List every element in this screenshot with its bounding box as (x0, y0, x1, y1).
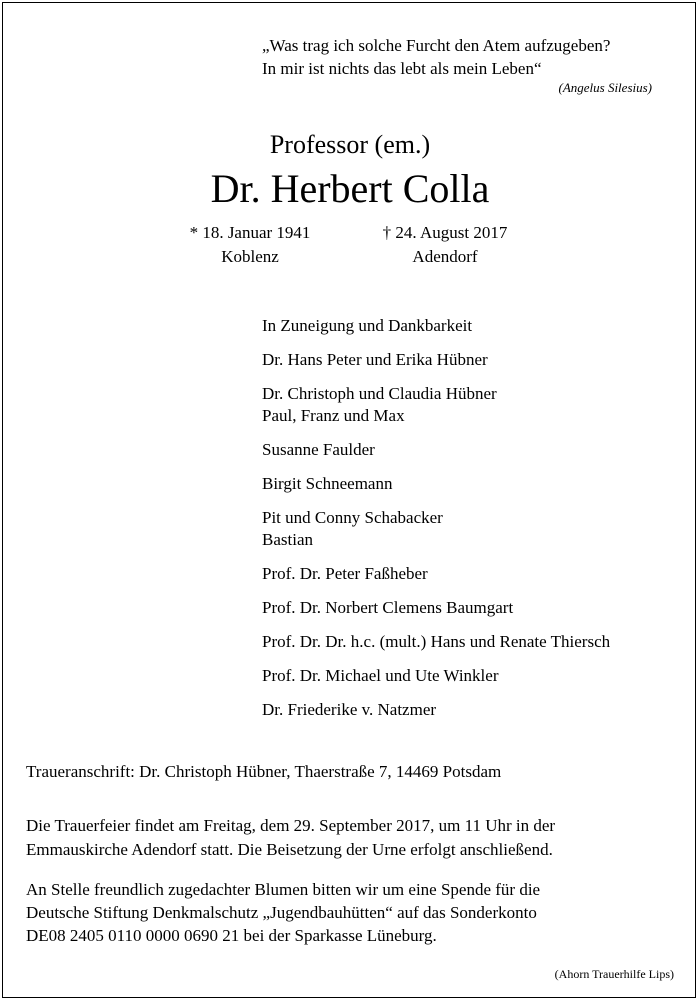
donation-line: An Stelle freundlich zugedachter Blumen bitten wir um eine Spende für die (26, 880, 541, 899)
service-line: Die Trauerfeier findet am Freitag, dem 29. September 2017, um 11 Uhr in der (26, 816, 556, 835)
mourner-line: Dr. Christoph und Claudia Hübner (262, 384, 497, 403)
quote-line: In mir ist nichts das lebt als mein Leben“ (262, 59, 542, 78)
mourner-entry (262, 563, 610, 585)
funeral-service-info (26, 814, 555, 862)
birth-info (170, 221, 330, 269)
mourner-line: Prof. Dr. Michael und Ute Winkler (262, 666, 499, 685)
epigraph-quote (262, 34, 610, 80)
quote-author: (Angelus Silesius) (558, 80, 652, 95)
mourner-entry (262, 473, 610, 495)
deceased-name: Dr. Herbert Colla (210, 166, 490, 211)
birth-place: Koblenz (221, 247, 279, 266)
academic-title: Professor (em.) (269, 130, 431, 159)
mourner-line: Dr. Hans Peter und Erika Hübner (262, 350, 488, 369)
donation-line: DE08 2405 0110 0000 0690 21 bei der Sparkasse Lüneburg. (26, 926, 437, 945)
birth-date: * 18. Januar 1941 (189, 223, 311, 242)
mourner-line: Bastian (262, 530, 313, 549)
mourner-line: Paul, Franz und Max (262, 406, 405, 425)
mourner-line: Birgit Schneemann (262, 474, 393, 493)
death-date: † 24. August 2017 (382, 223, 508, 242)
mourner-entry (262, 631, 610, 653)
mourner-entry (262, 597, 610, 619)
mourner-line: Prof. Dr. Norbert Clemens Baumgart (262, 598, 514, 617)
mourner-line: Dr. Friederike v. Natzmer (262, 700, 437, 719)
donation-line: Deutsche Stiftung Denkmalschutz „Jugendbauhütten“ auf das Sonderkonto (26, 903, 537, 922)
donation-request (26, 878, 540, 947)
mourner-entry (262, 439, 610, 461)
mourner-entry (262, 315, 610, 337)
mourner-line: Prof. Dr. Dr. h.c. (mult.) Hans und Renate Thiersch (262, 632, 611, 651)
condolence-address: Traueranschrift: Dr. Christoph Hübner, Thaerstraße 7, 14469 Potsdam (26, 762, 502, 781)
death-info (360, 221, 530, 269)
mourner-entry (262, 349, 610, 371)
mourner-line: Pit und Conny Schabacker (262, 508, 443, 527)
funeral-home-credit: (Ahorn Trauerhilfe Lips) (554, 967, 674, 981)
quote-line: „Was trag ich solche Furcht den Atem aufzugeben? (262, 36, 611, 55)
mourner-entry (262, 507, 610, 551)
service-line: Emmauskirche Adendorf statt. Die Beisetzung der Urne erfolgt anschließend. (26, 840, 553, 859)
mourner-line: In Zuneigung und Dankbarkeit (262, 316, 473, 335)
mourner-entry (262, 699, 610, 721)
mourner-line: Susanne Faulder (262, 440, 375, 459)
mourner-entry (262, 383, 610, 427)
mourners-list (262, 315, 610, 733)
death-place: Adendorf (412, 247, 478, 266)
mourner-line: Prof. Dr. Peter Faßheber (262, 564, 428, 583)
mourner-entry (262, 665, 610, 687)
